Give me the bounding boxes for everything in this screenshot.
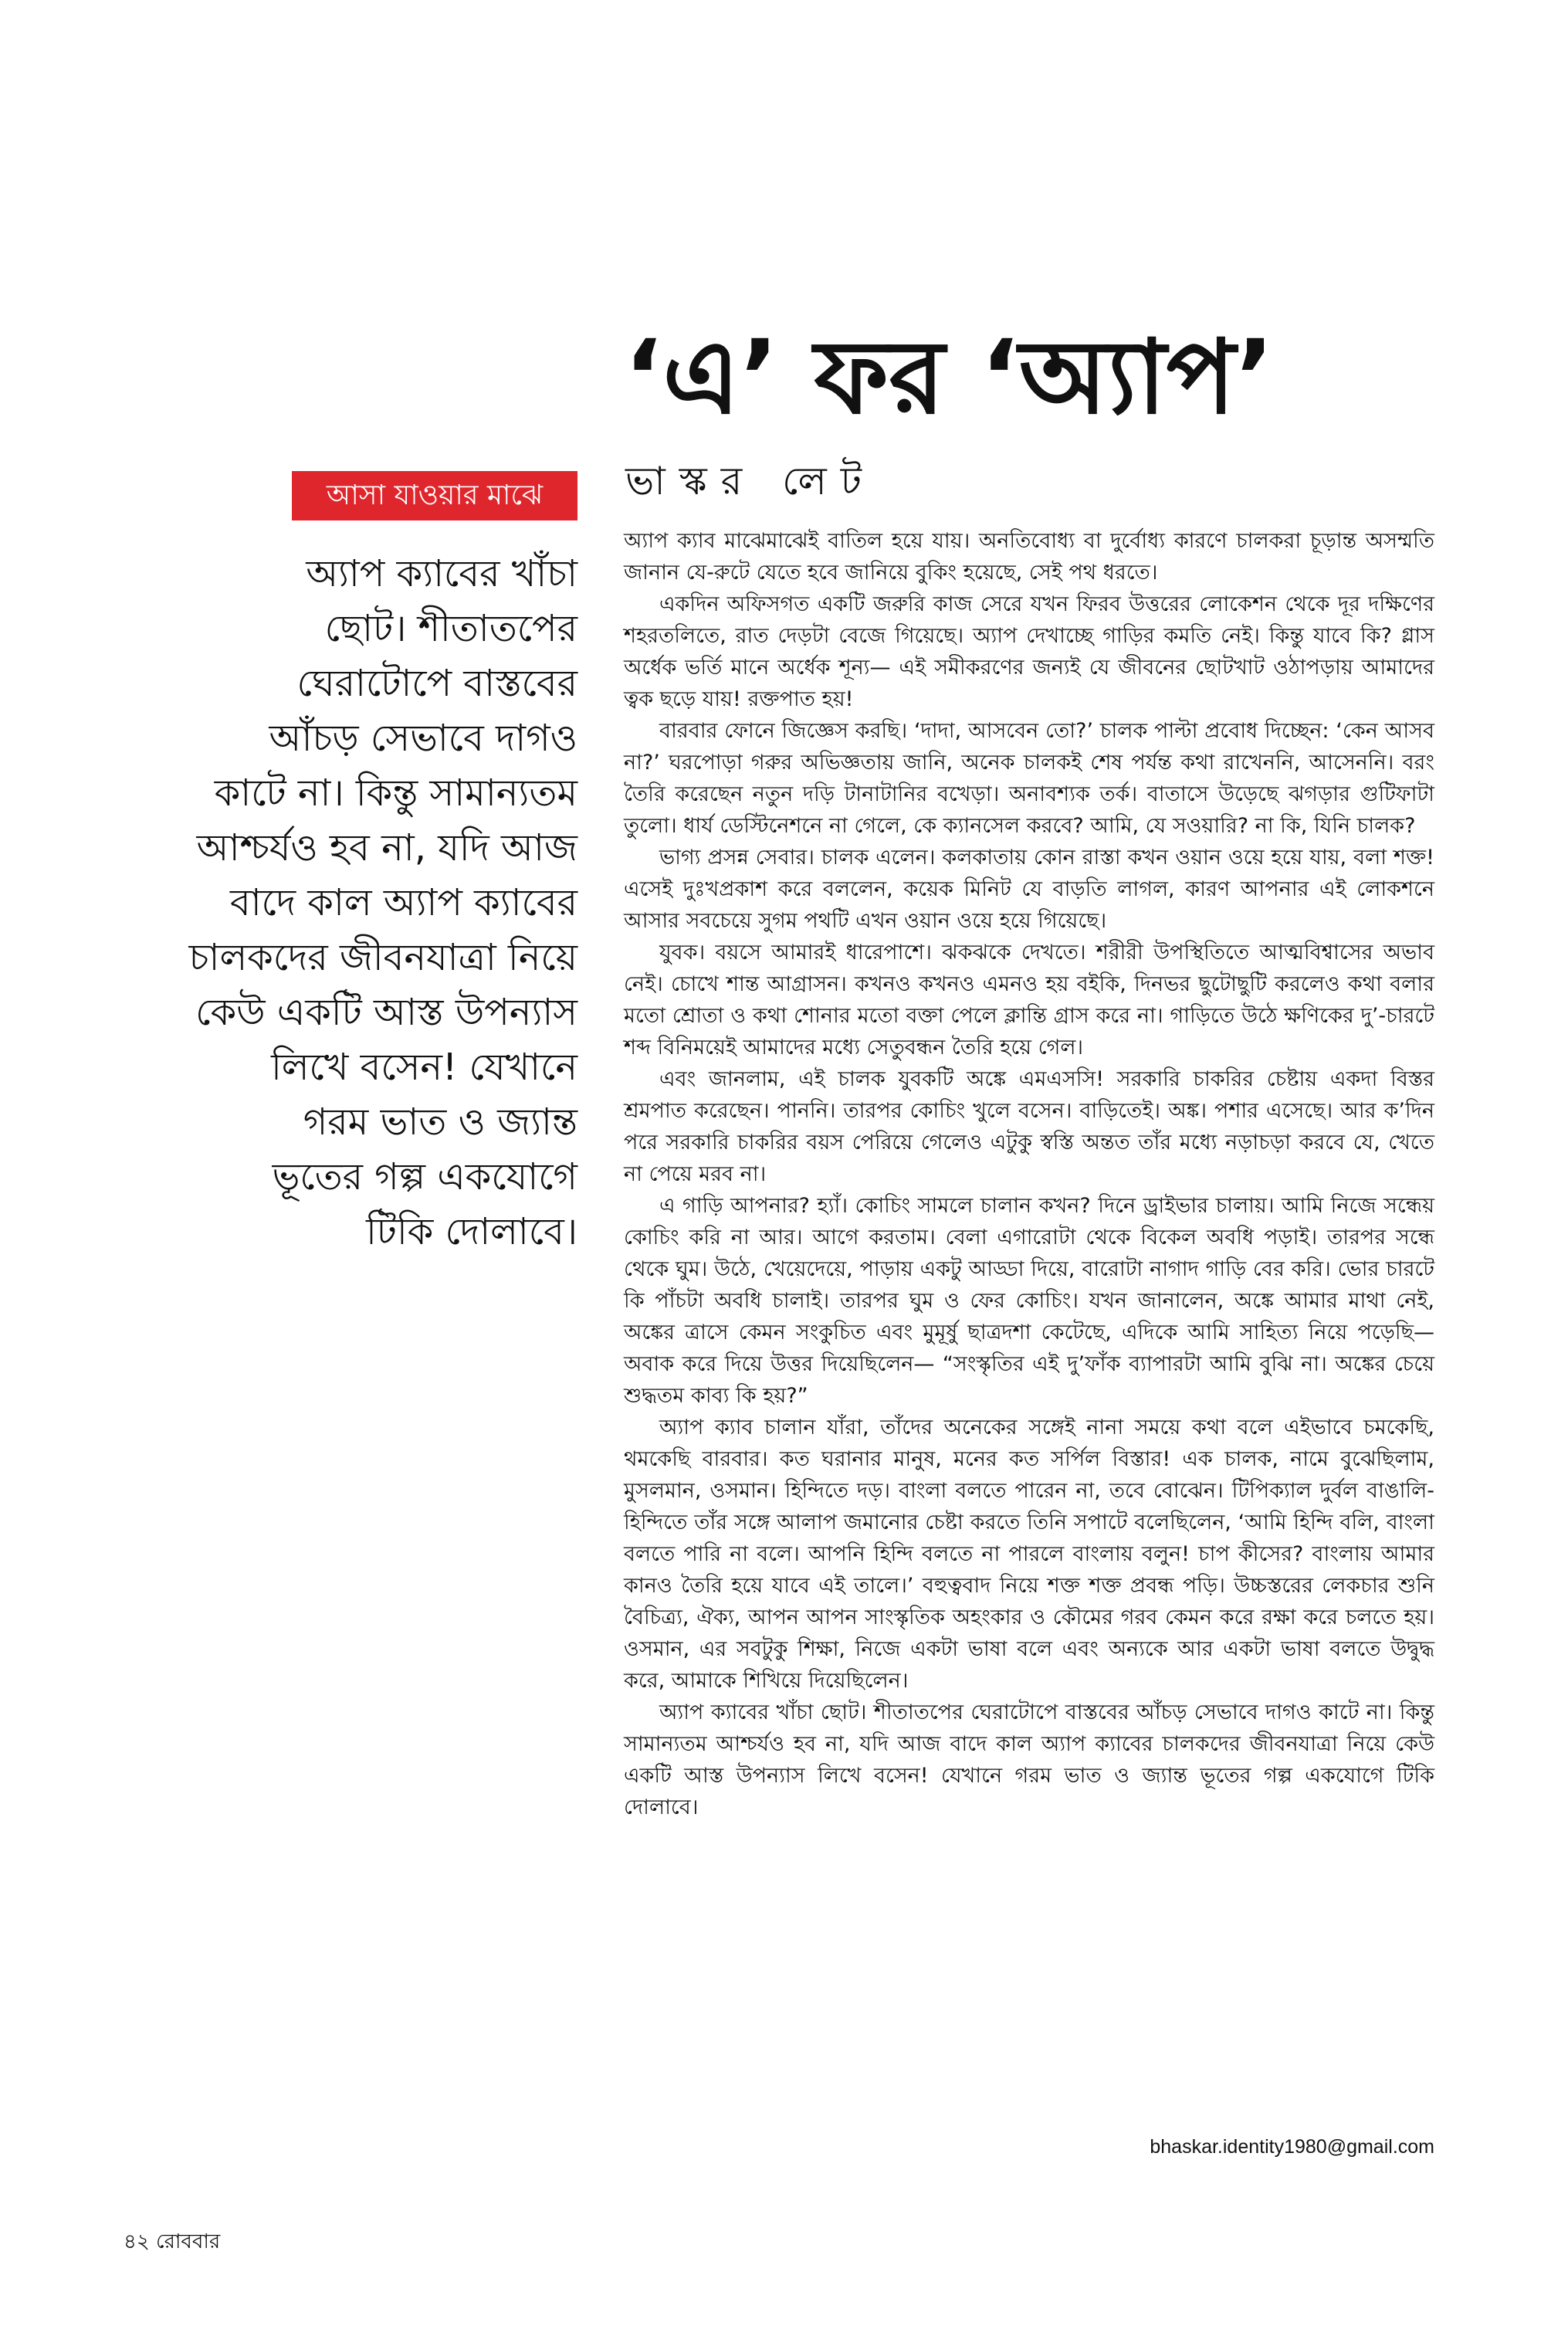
pull-quote-line: ঘেরাটোপে বাস্তবের — [296, 662, 577, 705]
pull-quote-line: লিখে বসেন! যেখানে — [271, 1046, 577, 1089]
pull-quote-line: টিকি দোলাবে। — [366, 1210, 577, 1253]
pull-quote-line: কেউ একটি আস্ত উপন্যাস — [195, 991, 577, 1034]
article-paragraph: বারবার ফোনে জিজ্ঞেস করছি। ‘দাদা, আসবেন তো?’ চালক পাল্টা প্রবোধ দিচ্ছেন: ‘কেন আসব না?’ ঘরপোড়া গরুর অভিজ্ঞতায় জানি, অনেক চালকই শেষ পর্যন্ত কথা রাখেননি, আসেননি। বরং তৈরি করেছেন নতুন দড়ি টানাটানির বখেড়া। অনাবশ্যক তর্ক। বাতাসে উড়েছে ঝগড়ার গুটিফাটা তুলো। ধার্য ডেস্টিনেশনে না গেলে, কে ক্যানসেল করবে? আমি, যে সওয়ারি? না কি, যিনি চালক? — [624, 719, 1434, 838]
pull-quote — [139, 547, 577, 1260]
author-email: bhaskar.identity1980@gmail.com — [1150, 2136, 1434, 2158]
pull-quote-line: বাদে কাল অ্যাপ ক্যাবের — [230, 881, 577, 924]
pull-quote-line: আঁচড় সেভাবে দাগও — [269, 717, 577, 760]
article-paragraph: অ্যাপ ক্যাব চালান যাঁরা, তাঁদের অনেকের সঙ্গেই নানা সময়ে কথা বলে এইভাবে চমকেছি, থমকেছি বারবার। কত ঘরানার মানুষ, মনের কত সর্পিল বিস্তার! এক চালক, নামে বুঝেছিলাম, মুসলমান, ওসমান। হিন্দিতে দড়। বাংলা বলতে পারেন না, তবে বোঝেন। টিপিক্যাল দুর্বল বাঙালি-হিন্দিতে তাঁর সঙ্গে আলাপ জমানোর চেষ্টা করতে তিনি সপাটে বলেছিলেন, ‘আমি হিন্দি বলি, বাংলা বলতে পারি না বলে। আপনি হিন্দি বলতে না পারলে বাংলায় বলুন! চাপ কীসের? বাংলায় আমার কানও তৈরি হয়ে যাবে এই তালে।’ বহুত্ববাদ নিয়ে শক্ত শক্ত প্রবন্ধ পড়ি। উচ্চস্তরের লেকচার শুনি বৈচিত্র্য, ঐক্য, আপন আপন সাংস্কৃতিক অহংকার ও কৌমের গরব কেমন করে রক্ষা করে চলতে হয়। ওসমান, এর সবটুকু শিক্ষা, নিজে একটা ভাষা বলে এবং অন্যকে আর একটা ভাষা বলতে উদ্বুদ্ধ করে, আমাকে শিখিয়ে দিয়েছিলেন। — [624, 1416, 1434, 1693]
article-paragraph: এ গাড়ি আপনার? হ্যাঁ। কোচিং সামলে চালান কখন? দিনে ড্রাইভার চালায়। আমি নিজে সন্ধেয় কোচিং করি না আর। আগে করতাম। বেলা এগারোটা থেকে বিকেল অবধি পড়াই। তারপর সন্ধে থেকে ঘুম। উঠে, খেয়েদেয়ে, পাড়ায় একটু আড্ডা দিয়ে, বারোটা নাগাদ গাড়ি বের করি। ভোর চারটে কি পাঁচটা অবধি চালাই। তারপর ঘুম ও ফের কোচিং। যখন জানালেন, অঙ্কে আমার মাথা নেই, অঙ্কের ত্রাসে কেমন সংকুচিত এবং মুমূর্ষু ছাত্রদশা কেটেছে, এদিকে আমি সাহিত্য নিয়ে পড়েছি— অবাক করে দিয়ে উত্তর দিয়েছিলেন— “সংস্কৃতির এই দু’ফাঁক ব্যাপারটা আমি বুঝি না। অঙ্কের চেয়ে শুদ্ধতম কাব্য কি হয়?” — [624, 1194, 1434, 1408]
pull-quote-line: গরম ভাত ও জ্যান্ত — [303, 1100, 577, 1144]
section-tag: আসা যাওয়ার মাঝে — [292, 471, 577, 520]
article-paragraph: অ্যাপ ক্যাবের খাঁচা ছোট। শীতাতপের ঘেরাটোপে বাস্তবের আঁচড় সেভাবে দাগও কাটে না। কিন্তু সামান্যতম আশ্চর্যও হব না, যদি আজ বাদে কাল অ্যাপ ক্যাবের চালকদের জীবনযাত্রা নিয়ে কেউ একটি আস্ত উপন্যাস লিখে বসেন! যেখানে গরম ভাত ও জ্যান্ত ভূতের গল্প একযোগে টিকি দোলাবে। — [624, 1700, 1434, 1819]
article-paragraph: যুবক। বয়সে আমারই ধারেপাশে। ঝকঝকে দেখতে। শরীরী উপস্থিতিতে আত্মবিশ্বাসের অভাব নেই। চোখে শান্ত আগ্রাসন। কখনও কখনও এমনও হয় বইকি, দিনভর ছুটোছুটি করলেও কথা বলার মতো শ্রোতা ও কথা শোনার মতো বক্তা পেলে ক্লান্তি গ্রাস করে না। গাড়িতে উঠে ক্ষণিকের দু’-চারটে শব্দ বিনিময়েই আমাদের মধ্যে সেতুবন্ধন তৈরি হয়ে গেল। — [624, 941, 1434, 1060]
article-paragraph: একদিন অফিসগত একটি জরুরি কাজ সেরে যখন ফিরব উত্তরের লোকেশন থেকে দূর দক্ষিণের শহরতলিতে, রাত দেড়টা বেজে গিয়েছে। অ্যাপ দেখাচ্ছে গাড়ির কমতি নেই। কিন্তু যাবে কি? গ্লাস অর্ধেক ভর্তি মানে অর্ধেক শূন্য— এই সমীকরণের জন্যই যে জীবনের ছোটখাট ওঠাপড়ায় আমাদের ত্বক ছড়ে যায়! রক্তপাত হয়! — [624, 592, 1434, 711]
page-folio: ৪২ রোববার — [124, 2230, 221, 2253]
article-paragraph: এবং জানলাম, এই চালক যুবকটি অঙ্কে এমএসসি! সরকারি চাকরির চেষ্টায় একদা বিস্তর শ্রমপাত করেছেন। পাননি। তারপর কোচিং খুলে বসেন। বাড়িতেই। অঙ্ক। পশার এসেছে। আর ক’দিন পরে সরকারি চাকরির বয়স পেরিয়ে গেলেও এটুকু স্বস্তি অন্তত তাঁর মধ্যে নড়াচড়া করবে যে, খেতে না পেয়ে মরব না। — [624, 1067, 1434, 1186]
pull-quote-line: আশ্চর্যও হব না, যদি আজ — [196, 826, 577, 870]
article-paragraph: ভাগ্য প্রসন্ন সেবার। চালক এলেন। কলকাতায় কোন রাস্তা কখন ওয়ান ওয়ে হয়ে যায়, বলা শক্ত! এসেই দুঃখপ্রকাশ করে বললেন, কয়েক মিনিট যে বাড়তি লাগল, কারণ আপনার এই লোকশনে আসার সবচেয়ে সুগম পথটি এখন ওয়ান ওয়ে হয়ে গিয়েছে। — [624, 846, 1434, 933]
article-paragraph: অ্যাপ ক্যাব মাঝেমাঝেই বাতিল হয়ে যায়। অনতিবোধ্য বা দুর্বোধ্য কারণে চালকরা চূড়ান্ত অসম্মতি জানান যে-রুটে যেতে হবে জানিয়ে বুকিং হয়েছে, সেই পথ ধরতে। — [624, 529, 1434, 585]
pull-quote-line: ছোট। শীতাতপের — [324, 607, 577, 650]
byline: ভাস্কর লেট — [625, 459, 875, 504]
headline: ‘এ’ ফর ‘অ্যাপ’ — [624, 318, 1275, 437]
pull-quote-line: কাটে না। কিন্তু সামান্যতম — [214, 771, 577, 815]
pull-quote-line: ভূতের গল্প একযোগে — [272, 1155, 577, 1199]
pull-quote-line: চালকদের জীবনযাত্রা নিয়ে — [188, 936, 577, 979]
article-body — [624, 525, 1434, 1823]
pull-quote-line: অ্যাপ ক্যাবের খাঁচা — [306, 552, 577, 595]
